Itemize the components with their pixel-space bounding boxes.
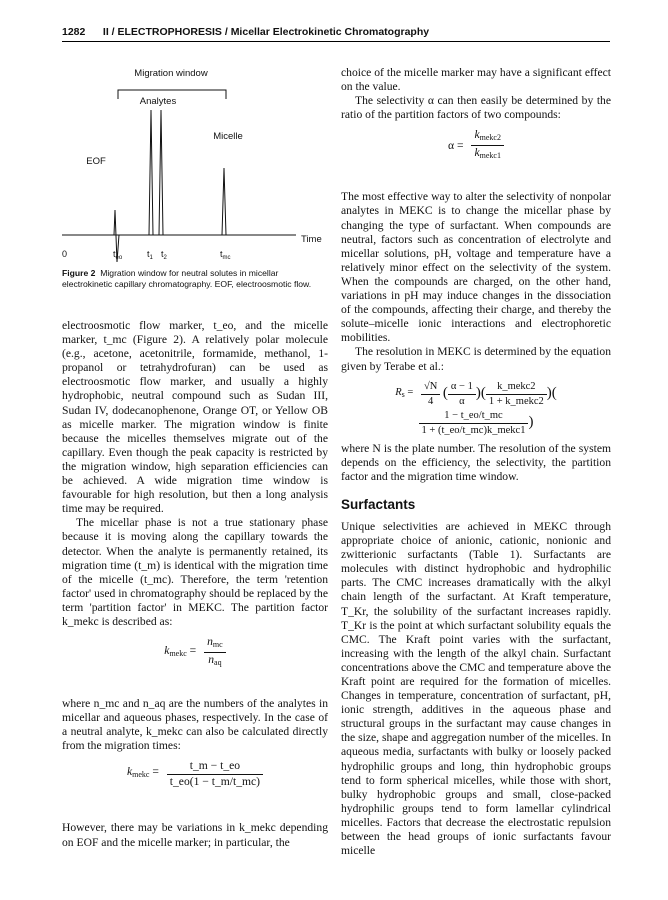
tick-label-t1: $t_1$ [147, 249, 153, 261]
axis-label-time: Time [301, 234, 322, 245]
right-paragraph-3: The most effective way to alter the selectivity of nonpolar analytes in MEKC is to change the micellar phase by changing the type of surfactant. When compounds are neutral, factors such as concentration of electrolyte and micellar solutions, pH, voltage and temperature have a relatively minor effect on the selectivity of the system. When the compounds are charged, on the other hand, variations in pH may induce changes in the dissociation of the compounds, affecting their charge, and thereby the solute–micelle ionic interactions and electrophoretic mobilities. [341, 190, 611, 345]
page-number: 1282 [62, 26, 86, 38]
fig-label-eof: EOF [86, 156, 106, 167]
caption-label: Figure 2 [62, 268, 96, 278]
equation-partition-from-times: $k_{mekc}$ = $\frac{t\_m - t\_eo}{t\_eo(1 - t\_m/t\_mc)}$ [62, 759, 328, 815]
fig-label-micelle: Micelle [213, 131, 243, 142]
caption-text: Migration window for neutral solutes in micellar electrokinetic capillary chromatography. EOF, electroosmotic flow. [62, 268, 312, 289]
right-paragraph-1: choice of the micelle marker may have a significant effect on the value. [341, 66, 611, 94]
right-paragraph-2: The selectivity α can then easily be determined by the ratio of the partition factors of two compounds: [341, 94, 611, 122]
equation-selectivity: α = $\frac{k_{mekc2}}{k_{mekc1}}$ [341, 128, 611, 184]
right-paragraph-6: Unique selectivities are achieved in MEKC through appropriate choice of anionic, cationic, nonionic and zwitterionic surfactants (Table 1). Surfactants are molecules with distinct hydrophobic and hydrophilic parts. The CMC increases dramatically with the alkyl chain length of the surfactant. At Kraft temperature, T_Kr, the solubility of the surfactant increases rapidly. T_Kr is the point at which surfactant solubility equals the CMC. The Kraft point varies with the surfactant, increasing with the length of the alkyl chain. Surfactant concentrations above the CMC and temperature above the Kraft point are required for the formation of micelles. Changes in temperature, concentration of surfactant, pH, ionic strength, additives in the aqueous phase and structural groups in the surfactant may cause changes in the size, shape and aggregation number of the micelles. In aqueous media, surfactants with bulky or loosely packed hydrophilic groups and long, thin hydrophobic groups tend to form spherical micelles, while those with short, bulky hydrophobic groups and small, close-packed hydrophilic groups tend to form lamellar cylindrical micelles. Factors that decrease the electrostatic repulsion between the head groups of ionic surfactants favour micelle [341, 519, 611, 858]
right-paragraph-4: The resolution in MEKC is determined by the equation given by Terabe et al.: [341, 345, 611, 373]
running-header [62, 26, 610, 38]
running-title: II / ELECTROPHORESIS / Micellar Electrokinetic Chromatography [102, 26, 430, 38]
tick-labels [62, 249, 231, 261]
tick-label-teo: $t_{eo}$ [113, 249, 123, 261]
equation-partition-factor: $k_{mekc}$ = $\frac{n_{mc}}{n_{aq}}$ [62, 635, 328, 691]
left-paragraph-4: However, there may be variations in k_mekc depending on EOF and the micelle marker; in particular, the [62, 821, 328, 849]
right-column [341, 66, 611, 858]
left-column [62, 319, 328, 850]
tick-label-0: 0 [62, 249, 68, 259]
signal-trace [62, 110, 296, 262]
equation-resolution: $R_s$ = $\frac{√N}{4}$ ( $\frac{\alpha - 1}{\alpha}$ )( $\frac{\text{k\_mekc2}}{\text{1 + k\_mekc2}}$ )( $\frac{1 - t\_eo/t\_mc}{\text{1 + (t\_eo/t\_mc)k\_mekc1}}$ ) [395, 380, 557, 436]
fig-label-analytes: Analytes [139, 96, 177, 107]
tick-label-tmc: $t_{mc}$ [220, 249, 231, 261]
left-paragraph-1: electroosmotic flow marker, t_eo, and the micelle marker, t_mc (Figure 2). A relatively polar molecule (e.g., acetone, acetonitrile, formamide, methanol, 1-propanol or tetrahydrofuran) can be used as electroosmotic flow marker, and usually a highly hydrophobic, neutral compound such as Sudan III, Sudan IV, dodecanophenone, Orange OT, or Yellow OB as micelle marker. The migration window is finite because the micelles themselves migrate out of the capillary. Even though the peak capacity is restricted by the migration window, high separation efficiencies can be achieved. A wide migration time window is favourable for high resolution, but then a long analysis time may be required. [62, 319, 328, 516]
figure-2-electropherogram [56, 60, 336, 265]
left-paragraph-3: where n_mc and n_aq are the numbers of the analytes in micellar and aqueous phases, respectively. In the case of a neutral analyte, k_mekc can also be calculated directly from the migration times: [62, 697, 328, 753]
figure-caption [62, 268, 330, 290]
right-paragraph-5: where N is the plate number. The resolution of the system depends on the efficiency, the selectivity, the partition factor and the migration time window. [341, 441, 611, 483]
left-paragraph-2: The micellar phase is not a true stationary phase because it is moving along the capillary towards the detector. When the analyte is permanently retained, its migration time (t_m) is identical with the migration time of the micelle (t_mc). Therefore, the term 'retention factor' used in chromatography should be replaced by the term 'partition factor' in MEKC. The partition factor k_mekc is described as: [62, 516, 328, 628]
header-rule [62, 41, 610, 42]
fig-label-migration-window: Migration window [134, 68, 208, 79]
tick-label-t2: $t_2$ [161, 249, 167, 261]
section-title-surfactants: Surfactants [341, 496, 416, 512]
